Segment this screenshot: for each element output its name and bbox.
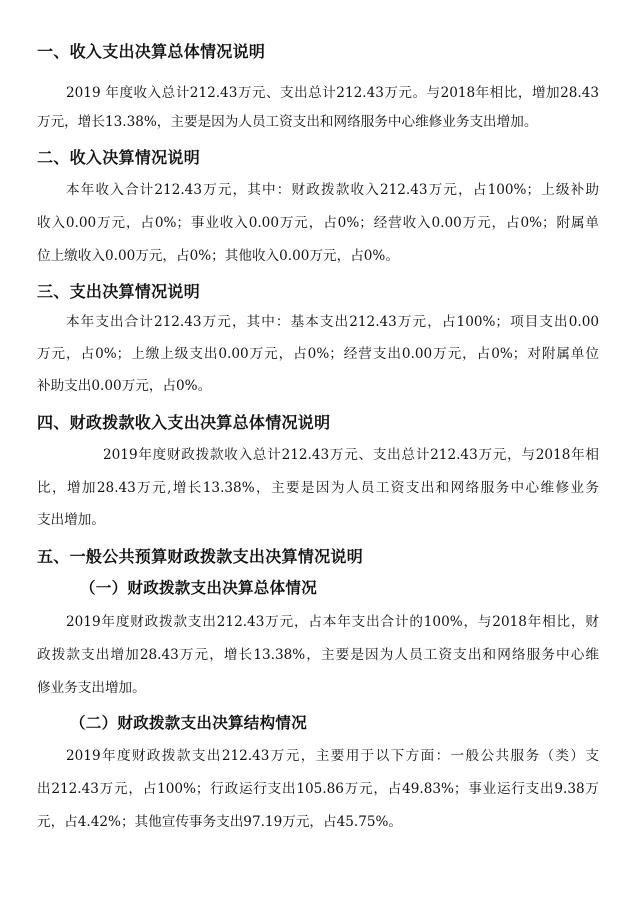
section-4-line-2: 比，增加28.43万元,增长13.38%，主要是因为人员工资支出和网络服务中心维修业务 [37, 480, 599, 496]
section-5-sub-1-line-3: 修业务支出增加。 [37, 680, 146, 696]
section-5-sub-2-heading: （二）财政拨款支出决算结构情况 [70, 714, 308, 732]
section-3-line-1: 本年支出合计212.43万元，其中：基本支出212.43万元，占100%；项目支出0.00 [66, 314, 599, 330]
section-3-line-3: 补助支出0.00万元，占0%。 [37, 378, 212, 394]
section-2-line-1: 本年收入合计212.43万元，其中：财政拨款收入212.43万元，占100%；上级补助 [66, 182, 599, 198]
section-4-heading: 四、财政拨款收入支出决算总体情况说明 [37, 413, 331, 432]
section-2-line-3: 位上缴收入0.00万元，占0%；其他收入0.00万元，占0%。 [37, 248, 399, 264]
section-4-line-3: 支出增加。 [37, 512, 105, 528]
section-3-line-2: 万元，占0%；上缴上级支出0.00万元，占0%；经营支出0.00万元，占0%；对附属单位 [37, 346, 599, 362]
section-1-heading: 一、收入支出决算总体情况说明 [37, 42, 266, 61]
section-5-sub-1-line-1: 2019年度财政拨款支出212.43万元，占本年支出合计的100%，与2018年相比，财 [66, 614, 599, 630]
section-5-sub-1-line-2: 政拨款支出增加28.43万元，增长13.38%，主要是因为人员工资支出和网络服务中心维 [37, 647, 599, 663]
section-1-line-2: 万元，增长13.38%，主要是因为人员工资支出和网络服务中心维修业务支出增加。 [37, 114, 538, 130]
section-5-sub-2-line-1: 2019年度财政拨款支出212.43万元，主要用于以下方面：一般公共服务（类）支 [66, 748, 599, 764]
section-2-line-2: 收入0.00万元，占0%；事业收入0.00万元，占0%；经营收入0.00万元，占0%；附属单 [37, 215, 599, 231]
section-5-sub-2-line-3: 元，占4.42%；其他宣传事务支出97.19万元，占45.75%。 [37, 814, 403, 830]
section-1-line-1: 2019 年度收入总计212.43万元、支出总计212.43万元。与2018年相比，增加28.43 [66, 85, 599, 101]
section-5-sub-2-line-2: 出212.43万元，占100%；行政运行支出105.86万元，占49.83%；事业运行支出9.38万 [37, 781, 599, 797]
section-2-heading: 二、收入决算情况说明 [37, 148, 201, 167]
section-5-sub-1-heading: （一）财政拨款支出决算总体情况 [80, 579, 318, 597]
section-4-line-1: 2019年度财政拨款收入总计212.43万元、支出总计212.43万元，与2018年相 [103, 447, 599, 463]
section-3-heading: 三、支出决算情况说明 [37, 282, 201, 301]
section-5-heading: 五、一般公共预算财政拨款支出决算情况说明 [37, 547, 364, 566]
